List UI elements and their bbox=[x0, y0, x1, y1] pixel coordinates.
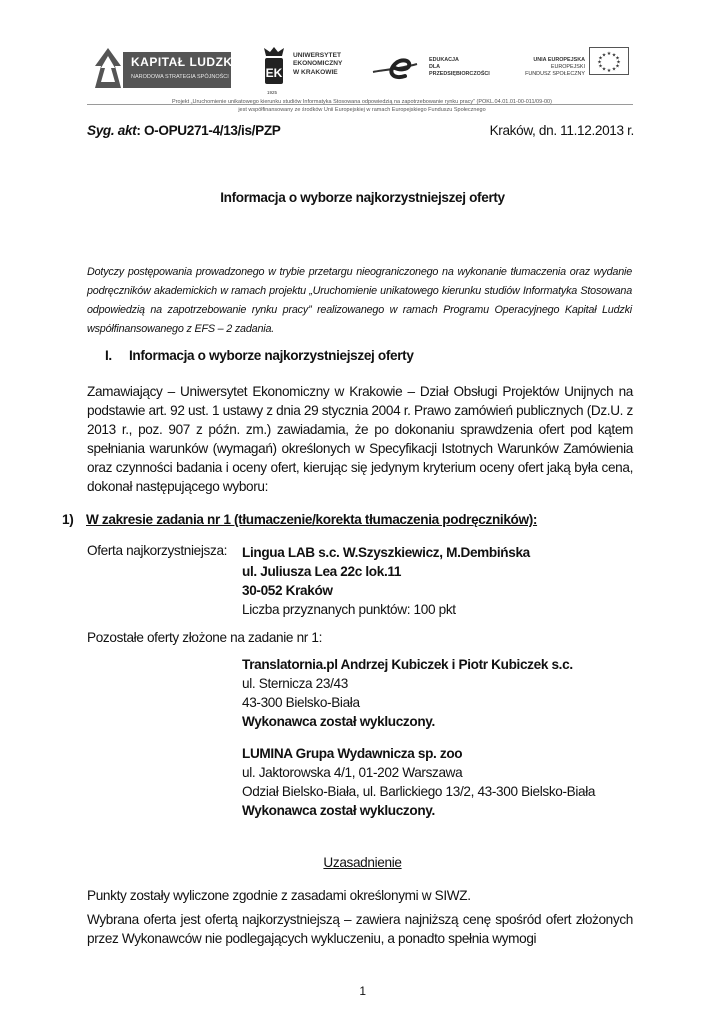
other-offer-name: LUMINA Grupa Wydawnicza sp. zoo bbox=[242, 746, 463, 761]
main-paragraph: Zamawiający – Uniwersytet Ekonomiczny w Krakowie – Dział Obsługi Projektów Unijnych na podstawie art. 92 ust. 1 ustawy z dnia 29 stycznia 2004 r. Prawo zamówień publicznych (Dz.U. z 2013 r., poz. 907 z późn. zm.) zawiadamia, że po dokonaniu sprawdzenia ofert pod kątem spełniania warunków (wymagań) określonych w Specyfikacji Istotnych Warunków Zamówienia oraz czynności badania i oceny ofert, kierując się jedynym kryterium oceny ofert jaką była cena, dokonał następującego wyboru: bbox=[87, 384, 633, 494]
university-name: UNIWERSYTET EKONOMICZNY W KRAKOWIE bbox=[293, 52, 343, 76]
svg-text:EK: EK bbox=[265, 66, 283, 80]
kapital-ludzki-logo bbox=[123, 52, 237, 88]
university-year: 1925 bbox=[267, 90, 278, 95]
best-offer-name: Lingua LAB s.c. W.Szyszkiewicz, M.Dembińska bbox=[242, 545, 530, 560]
document-title: Informacja o wyborze najkorzystniejszej oferty bbox=[220, 190, 505, 205]
kapital-ludzki-logo-icon bbox=[93, 46, 123, 90]
other-offer-name: Translatornia.pl Andrzej Kubiczek i Piotr Kubiczek s.c. bbox=[242, 657, 573, 672]
section-heading: I. Informacja o wyborze najkorzystniejszej oferty bbox=[105, 348, 414, 363]
other-offer bbox=[242, 744, 595, 820]
svg-text:★: ★ bbox=[611, 52, 617, 59]
case-reference: Syg. akt: O-OPU271-4/13/is/PZP bbox=[87, 123, 281, 138]
svg-text:★: ★ bbox=[616, 59, 621, 66]
edukacja-logo-icon bbox=[371, 50, 421, 90]
svg-text:★: ★ bbox=[597, 59, 602, 66]
best-offer-points: Liczba przyznanych punktów: 100 pkt bbox=[242, 602, 456, 617]
justification-heading: Uzasadnienie bbox=[323, 855, 402, 870]
other-offer-status: Wykonawca został wykluczony. bbox=[242, 714, 435, 729]
svg-text:★: ★ bbox=[598, 63, 603, 70]
edukacja-logo-text: EDUKACJA DLA PRZEDSIĘBIORCZOŚCI bbox=[429, 57, 490, 77]
eu-logo-text: UNIA EUROPEJSKA EUROPEJSKI FUNDUSZ SPOŁECZNY bbox=[525, 57, 585, 78]
best-offer-label: Oferta najkorzystniejsza: bbox=[87, 543, 228, 558]
other-offer-address: ul. Jaktorowska 4/1, 01-202 Warszawa bbox=[242, 765, 463, 780]
university-emblem-icon bbox=[260, 46, 288, 90]
svg-text:★: ★ bbox=[601, 66, 607, 73]
justification-line: Punkty zostały wyliczone zgodnie z zasadami określonymi w SIWZ. bbox=[87, 888, 471, 903]
svg-text:★: ★ bbox=[615, 63, 620, 70]
best-offer bbox=[242, 543, 530, 619]
svg-text:★: ★ bbox=[601, 52, 607, 59]
task-1-heading: 1) W zakresie zadania nr 1 (tłumaczenie/korekta tłumaczenia podręczników): bbox=[62, 512, 538, 527]
project-note: Projekt „Uruchomienie unikatowego kierunku studiów Informatyka Stosowana odpowiedzią na zapotrzebowanie rynku pracy” (POKL.04.01.01-00-011/09-00) jest współfinansowany ze środków Unii Europejskiej w ramach Europejskiego Funduszu Społecznego bbox=[172, 99, 552, 113]
header-logo-strip bbox=[87, 42, 633, 105]
svg-text:★: ★ bbox=[598, 55, 603, 62]
svg-text:★: ★ bbox=[606, 67, 612, 74]
best-offer-city: 30-052 Kraków bbox=[242, 583, 333, 598]
best-offer-street: ul. Juliusza Lea 22c lok.11 bbox=[242, 564, 402, 579]
eu-flag-icon bbox=[589, 47, 629, 75]
intro-paragraph: Dotyczy postępowania prowadzonego w trybie przetargu nieograniczonego na wykonanie tłumaczenia oraz wydanie podręczników akademickich w ramach projektu „Uruchomienie unikatowego kierunku studiów Informatyka Stosowana odpowiedzią na zapotrzebowanie rynku pracy” realizowanego w ramach Programu Operacyjnego Kapitał Ludzki współfinansowanego z EFS – 2 zadania. bbox=[87, 266, 632, 335]
other-offer-status: Wykonawca został wykluczony. bbox=[242, 803, 435, 818]
page-number: 1 bbox=[359, 984, 366, 998]
other-offers-label: Pozostałe oferty złożone na zadanie nr 1: bbox=[87, 630, 323, 645]
svg-text:★: ★ bbox=[611, 66, 617, 73]
other-offer-address: Odział Bielsko-Biała, ul. Barlickiego 13/2, 43-300 Bielsko-Biała bbox=[242, 784, 596, 799]
kapital-ludzki-title: KAPITAŁ LUDZKI bbox=[131, 55, 237, 69]
svg-text:★: ★ bbox=[606, 51, 612, 57]
place-and-date: Kraków, dn. 11.12.2013 r. bbox=[489, 123, 634, 138]
justification-paragraph: Wybrana oferta jest ofertą najkorzystniejszą – zawiera najniższą cenę spośród ofert złożonych przez Wykonawców nie podlegających wykluczeniu, a ponadto spełnia wymogi bbox=[87, 912, 633, 946]
other-offer-address: 43-300 Bielsko-Biała bbox=[242, 695, 360, 710]
other-offer-address: ul. Sternicza 23/43 bbox=[242, 676, 348, 691]
svg-text:★: ★ bbox=[615, 55, 620, 62]
other-offer bbox=[242, 655, 573, 731]
kapital-ludzki-subtitle: NARODOWA STRATEGIA SPÓJNOŚCI bbox=[131, 74, 229, 80]
